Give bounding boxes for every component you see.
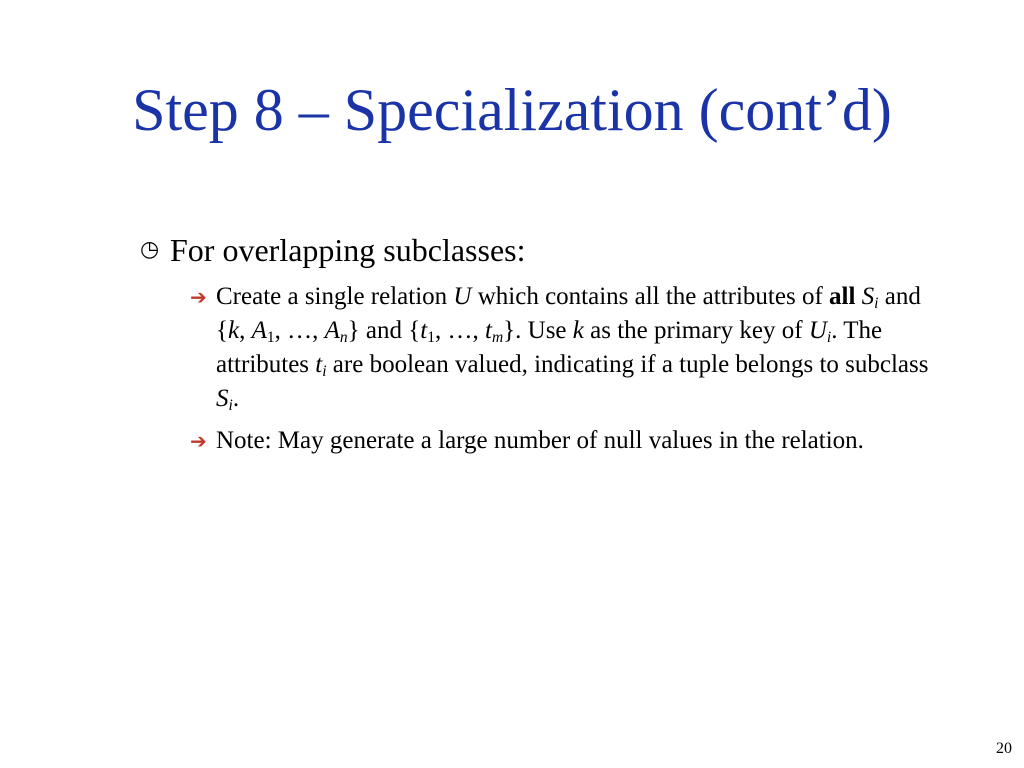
var-ti: t bbox=[315, 351, 323, 378]
var-U: U bbox=[453, 283, 472, 310]
sub-bullet-note bbox=[190, 424, 930, 458]
bullet-text: For overlapping subclasses: bbox=[170, 232, 526, 268]
subscript-i: i bbox=[826, 328, 832, 346]
arrow-right-icon: ➔ bbox=[190, 285, 207, 309]
subscript-1: 1 bbox=[427, 328, 435, 346]
subscript-i: i bbox=[874, 294, 879, 312]
subscript-m: m bbox=[491, 328, 504, 346]
var-k: k bbox=[228, 317, 240, 344]
bold-all: all bbox=[829, 283, 856, 310]
subscript-i: i bbox=[322, 362, 327, 380]
var-Si: S bbox=[216, 385, 229, 412]
var-t1: t bbox=[420, 317, 428, 344]
text-run: } and { bbox=[347, 317, 421, 344]
text-run: are boolean valued, indicating if a tuple belongs to subclass bbox=[326, 351, 929, 378]
sub-bullet-list bbox=[190, 280, 930, 466]
sub-bullet-text bbox=[216, 280, 930, 416]
sub-bullet-create-relation bbox=[190, 280, 930, 416]
text-run: Create a single relation bbox=[216, 283, 454, 310]
text-run: . The attributes bbox=[216, 317, 883, 378]
arrow-right-icon: ➔ bbox=[190, 429, 207, 453]
text-run: , …, bbox=[434, 317, 485, 344]
text-run: as the primary key of bbox=[583, 317, 809, 344]
bullet-overlapping-subclasses bbox=[140, 230, 526, 270]
clock-icon: ◷ bbox=[140, 237, 160, 262]
text-run: which contains all the attributes of bbox=[471, 283, 830, 310]
var-S: S bbox=[861, 283, 875, 310]
text-run: , bbox=[239, 317, 252, 344]
var-k: k bbox=[572, 317, 584, 344]
text-run: . bbox=[232, 385, 240, 412]
subscript-1: 1 bbox=[266, 328, 275, 346]
var-tm: t bbox=[484, 317, 492, 344]
text-run: , …, bbox=[274, 317, 325, 344]
page-number: 20 bbox=[996, 740, 1012, 757]
var-Ui: U bbox=[808, 317, 827, 344]
subscript-i: i bbox=[228, 396, 233, 414]
sub-bullet-text: Note: May generate a large number of null values in the relation. bbox=[216, 427, 864, 454]
var-A1: A bbox=[251, 317, 267, 344]
var-An: A bbox=[324, 317, 340, 344]
slide-title: Step 8 – Specialization (cont’d) bbox=[132, 77, 892, 143]
text-run: }. Use bbox=[503, 317, 573, 344]
text-run: and { bbox=[216, 283, 921, 344]
subscript-n: n bbox=[339, 328, 348, 346]
